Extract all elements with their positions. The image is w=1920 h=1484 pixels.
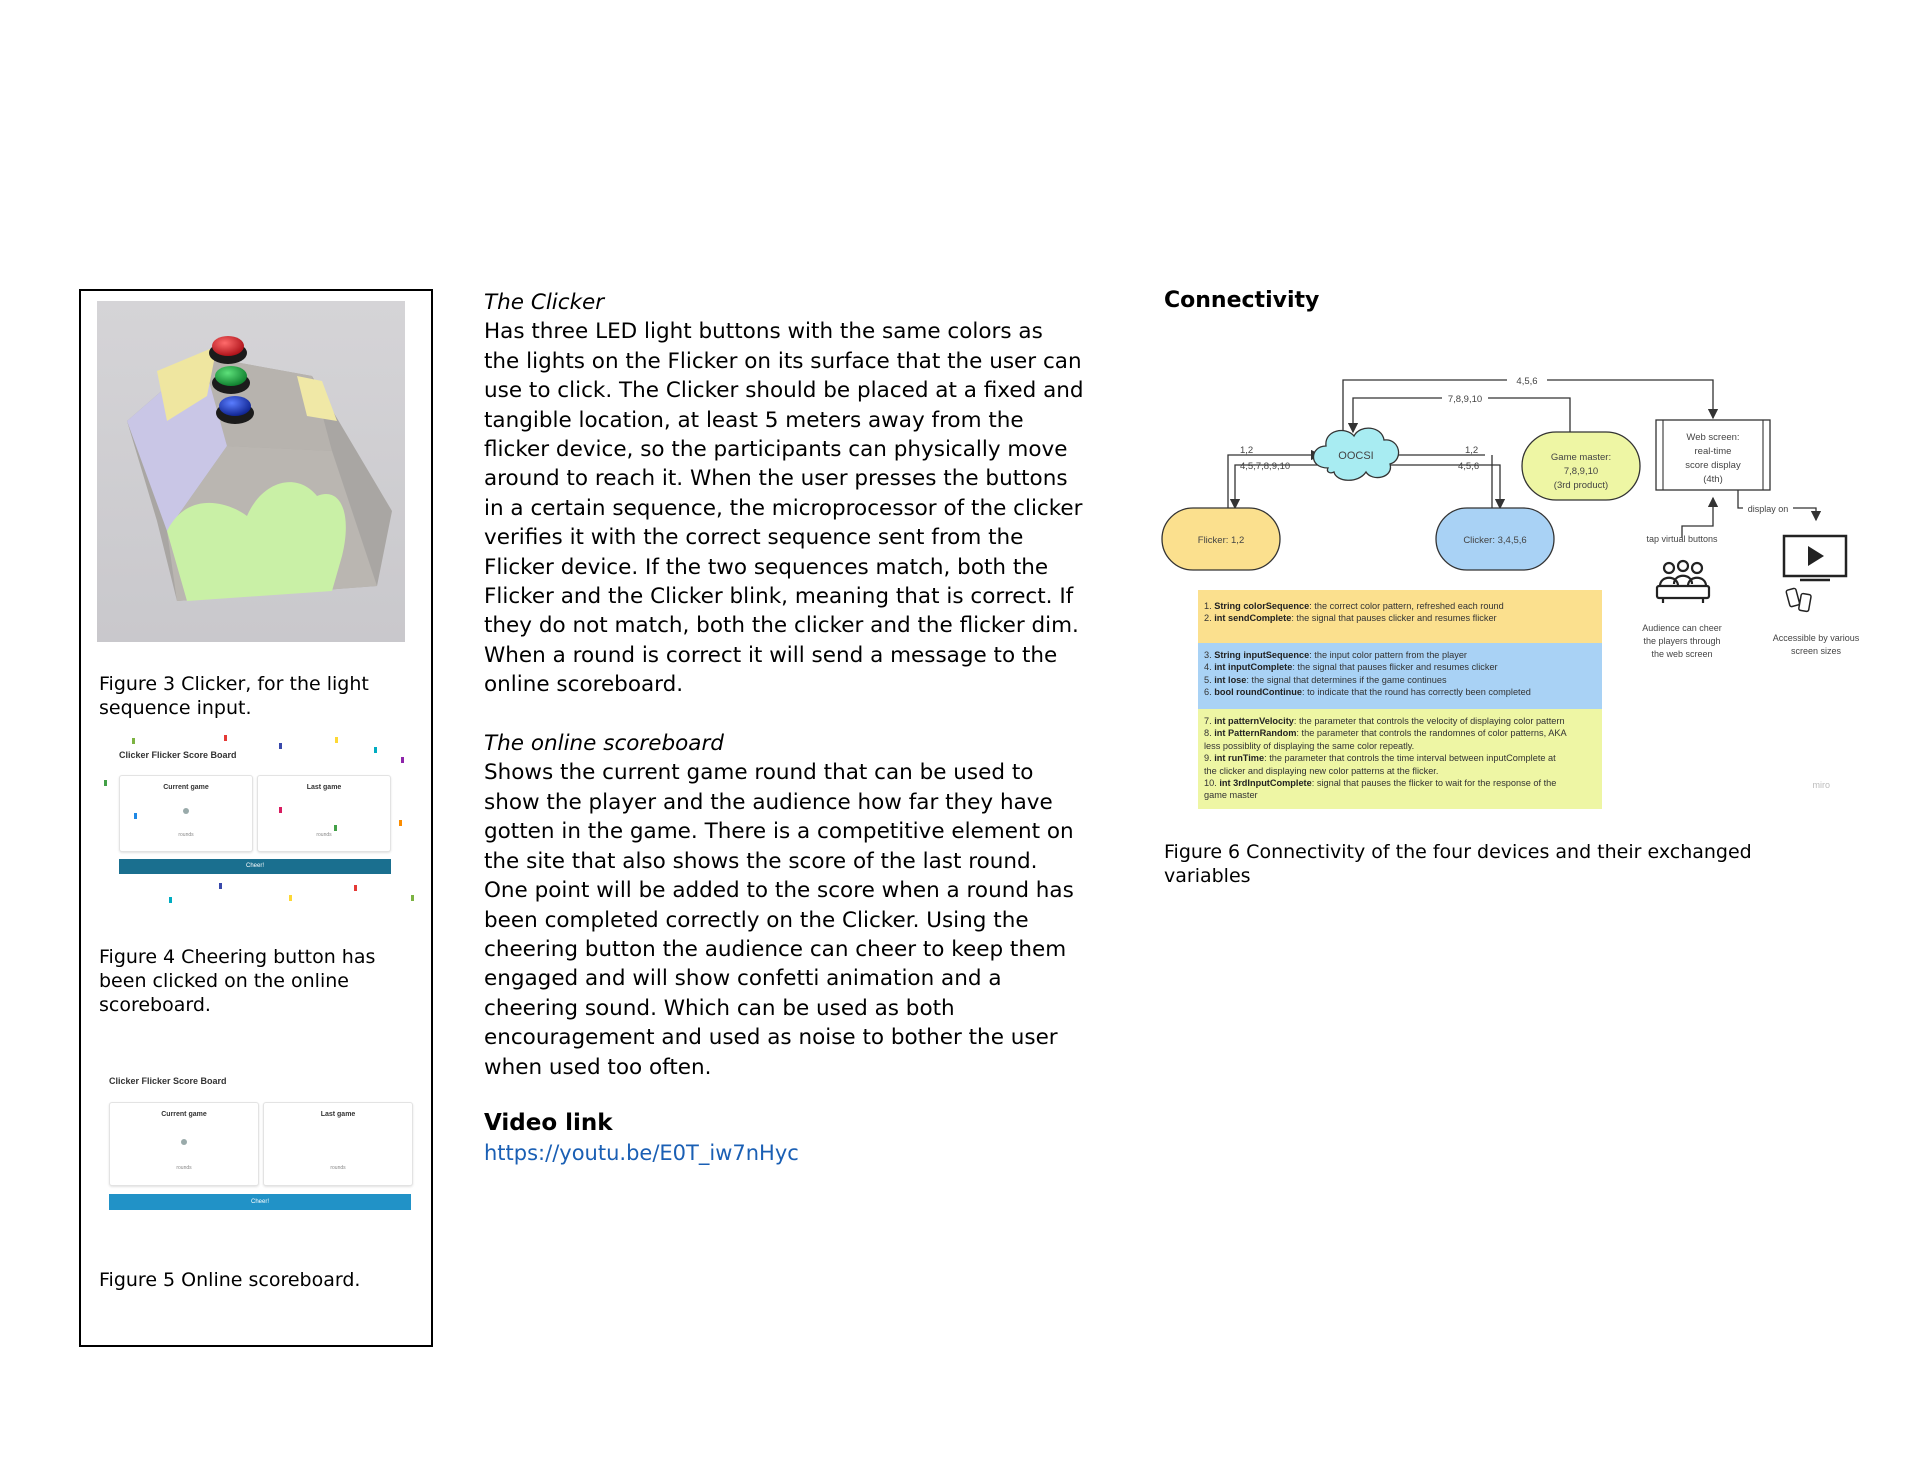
accessible-line-2: screen sizes: [1790, 646, 1842, 656]
variable-row: 8. int PatternRandom: the parameter that controls the randomnes of color patterns, AKA: [1204, 728, 1567, 739]
confetti-piece: [279, 807, 282, 813]
game-master-line-2: 7,8,9,10: [1563, 466, 1599, 477]
last-game-label: Last game: [306, 784, 342, 791]
web-screen-line-3: score display: [1685, 460, 1741, 471]
score-value: [183, 808, 189, 814]
flicker-node: [1162, 508, 1280, 570]
confetti-piece: [219, 883, 222, 889]
scoreboard-screenshot: [99, 1072, 419, 1222]
current-game-card: [109, 1102, 259, 1186]
web-screen-line-4: (4th): [1703, 474, 1723, 485]
flicker-label: Flicker: 1,2: [1197, 535, 1245, 546]
rounds-label: rounds: [176, 1165, 192, 1171]
scoreboard-title: Clicker Flicker Score Board: [119, 750, 237, 760]
last-game-card: [263, 1102, 413, 1186]
variable-row: the clicker and displaying new color patterns at the flicker.: [1204, 765, 1439, 776]
tap-buttons-label: tap virtual buttons: [1646, 534, 1718, 544]
edge-second-label: 7,8,9,10: [1447, 394, 1483, 405]
scoreboard-description: Shows the current game round that can be used to show the player and the audience how far they have gotten in the game. There is a competitive element on the site that also shows the score of the last round. One point will be added to the score when a round has been completed correctly on the Clicker. Using the cheering button the audience can cheer to keep them engaged and will show confetti animation and a cheering sound. Which can be used as both encouragement and used as noise to bother the user when used too often.: [484, 760, 1074, 1080]
cheer-button[interactable]: Cheer!: [119, 859, 391, 874]
current-game-label: Current game: [163, 784, 209, 791]
cheer-button[interactable]: Cheer!: [109, 1194, 411, 1210]
phone-icon: [1786, 588, 1811, 612]
last-game-card: [257, 775, 391, 852]
score-value: [181, 1139, 187, 1145]
rounds-label: rounds: [316, 832, 332, 838]
edge-clicker-a: 1,2: [1465, 445, 1479, 456]
confetti-piece: [354, 885, 357, 891]
game-master-line-1: Game master:: [1550, 452, 1612, 463]
oocsi-label: OOCSI: [1338, 450, 1374, 462]
last-game-label: Last game: [320, 1111, 356, 1118]
current-game-card: [119, 775, 253, 852]
audience-line-1: Audience can cheer: [1642, 623, 1722, 633]
confetti-piece: [374, 747, 377, 753]
edge-flicker-a: 1,2: [1240, 445, 1254, 456]
confetti-piece: [279, 743, 282, 749]
scoreboard-screenshot-cheering: [99, 735, 419, 910]
web-screen-line-1: Web screen:: [1686, 432, 1740, 443]
variable-row: 7. int patternVelocity: the parameter that controls the velocity of displaying color pattern: [1204, 716, 1565, 726]
edge-flicker-b: 4,5,7,8,9,10: [1240, 461, 1291, 472]
edge-clicker-b: 4,5,6: [1458, 461, 1480, 472]
confetti-piece: [401, 757, 404, 763]
connectivity-heading: Connectivity: [1164, 288, 1320, 313]
clicker-photo: [97, 301, 405, 642]
display-on-label: display on: [1747, 504, 1789, 514]
confetti-piece: [169, 897, 172, 903]
variables-green-block: [1198, 709, 1602, 809]
audience-icon: [1657, 561, 1709, 603]
variable-row: game master: [1204, 790, 1258, 801]
confetti-piece: [411, 895, 414, 901]
scoreboard-title: Clicker Flicker Score Board: [109, 1076, 227, 1086]
audience-line-3: the web screen: [1651, 649, 1713, 659]
variable-row: 9. int runTime: the parameter that controls the time interval between inputComplete at: [1204, 753, 1556, 764]
web-screen-node: [1656, 420, 1770, 490]
oocsi-node: [1314, 428, 1399, 480]
clicker-description: Has three LED light buttons with the same colors as the lights on the Flicker on its surface that the user can use to click. The Clicker should be placed at a fixed and tangible location, at least 5 meters away from the flicker device, so the participants can physically move around to reach it. When the user presses the buttons in a certain sequence, the microprocessor of the clicker verifies it with the correct sequence sent from the Flicker device. If the two sequences match, both the Flicker and the Clicker blink, meaning that is correct. If they do not match, both the clicker and the flicker dim. When a round is correct it will send a message to the online scoreboard.: [484, 319, 1084, 698]
variable-row: 2. int sendComplete: the signal that pauses clicker and resumes flicker: [1204, 613, 1497, 624]
accessible-line-1: Accessible by various: [1772, 633, 1860, 643]
web-screen-line-2: real-time: [1694, 446, 1732, 457]
scoreboard-heading: The online scoreboard: [484, 731, 724, 757]
clicker-label: Clicker: 3,4,5,6: [1463, 535, 1527, 546]
edge-top-label: 4,5,6: [1516, 376, 1538, 387]
variable-row: 1. String colorSequence: the correct color pattern, refreshed each round: [1204, 601, 1504, 611]
confetti-piece: [289, 895, 292, 901]
rounds-label: rounds: [330, 1165, 346, 1171]
current-game-label: Current game: [161, 1111, 207, 1118]
video-link-heading: Video link: [484, 1110, 613, 1136]
variable-row: 5. int lose: the signal that determines if the game continues: [1204, 674, 1447, 685]
figure-4-caption: Figure 4 Cheering button has been clicked on the online scoreboard.: [99, 946, 376, 1016]
variable-row: 3. String inputSequence: the input color pattern from the player: [1204, 650, 1467, 660]
text-column: [484, 288, 1084, 1082]
variable-row: 10. int 3rdInputComplete: signal that pauses the flicker to wait for the response of the: [1204, 778, 1557, 789]
variable-row: less possiblity of displaying the same color repeatly.: [1204, 740, 1415, 751]
confetti-piece: [335, 737, 338, 743]
confetti-piece: [132, 738, 135, 744]
variable-row: 4. int inputComplete: the signal that pauses flicker and resumes clicker: [1204, 662, 1498, 673]
game-master-node: [1522, 432, 1640, 500]
audience-line-2: the players through: [1643, 636, 1721, 646]
variables-blue-block: [1198, 643, 1602, 709]
game-master-line-3: (3rd product): [1553, 480, 1609, 491]
variable-row: 6. bool roundContinue: to indicate that the round has correctly been completed: [1204, 687, 1531, 698]
clicker-heading: The Clicker: [484, 290, 605, 315]
figure-3-caption: Figure 3 Clicker, for the light sequence input.: [99, 673, 369, 719]
figure-6-caption: Figure 6 Connectivity of the four devices and their exchanged variables: [1164, 841, 1752, 887]
play-screen-icon: [1784, 536, 1846, 580]
video-link[interactable]: https://youtu.be/E0T_iw7nHyc: [484, 1141, 799, 1165]
confetti-piece: [104, 780, 107, 786]
figure-5-caption: Figure 5 Online scoreboard.: [99, 1269, 361, 1291]
confetti-piece: [399, 820, 402, 826]
miro-watermark: miro: [1812, 780, 1830, 790]
confetti-piece: [334, 825, 337, 831]
confetti-piece: [134, 813, 137, 819]
variables-yellow-block: [1198, 590, 1602, 643]
clicker-node: [1436, 508, 1554, 570]
confetti-piece: [224, 735, 227, 741]
rounds-label: rounds: [178, 832, 194, 838]
